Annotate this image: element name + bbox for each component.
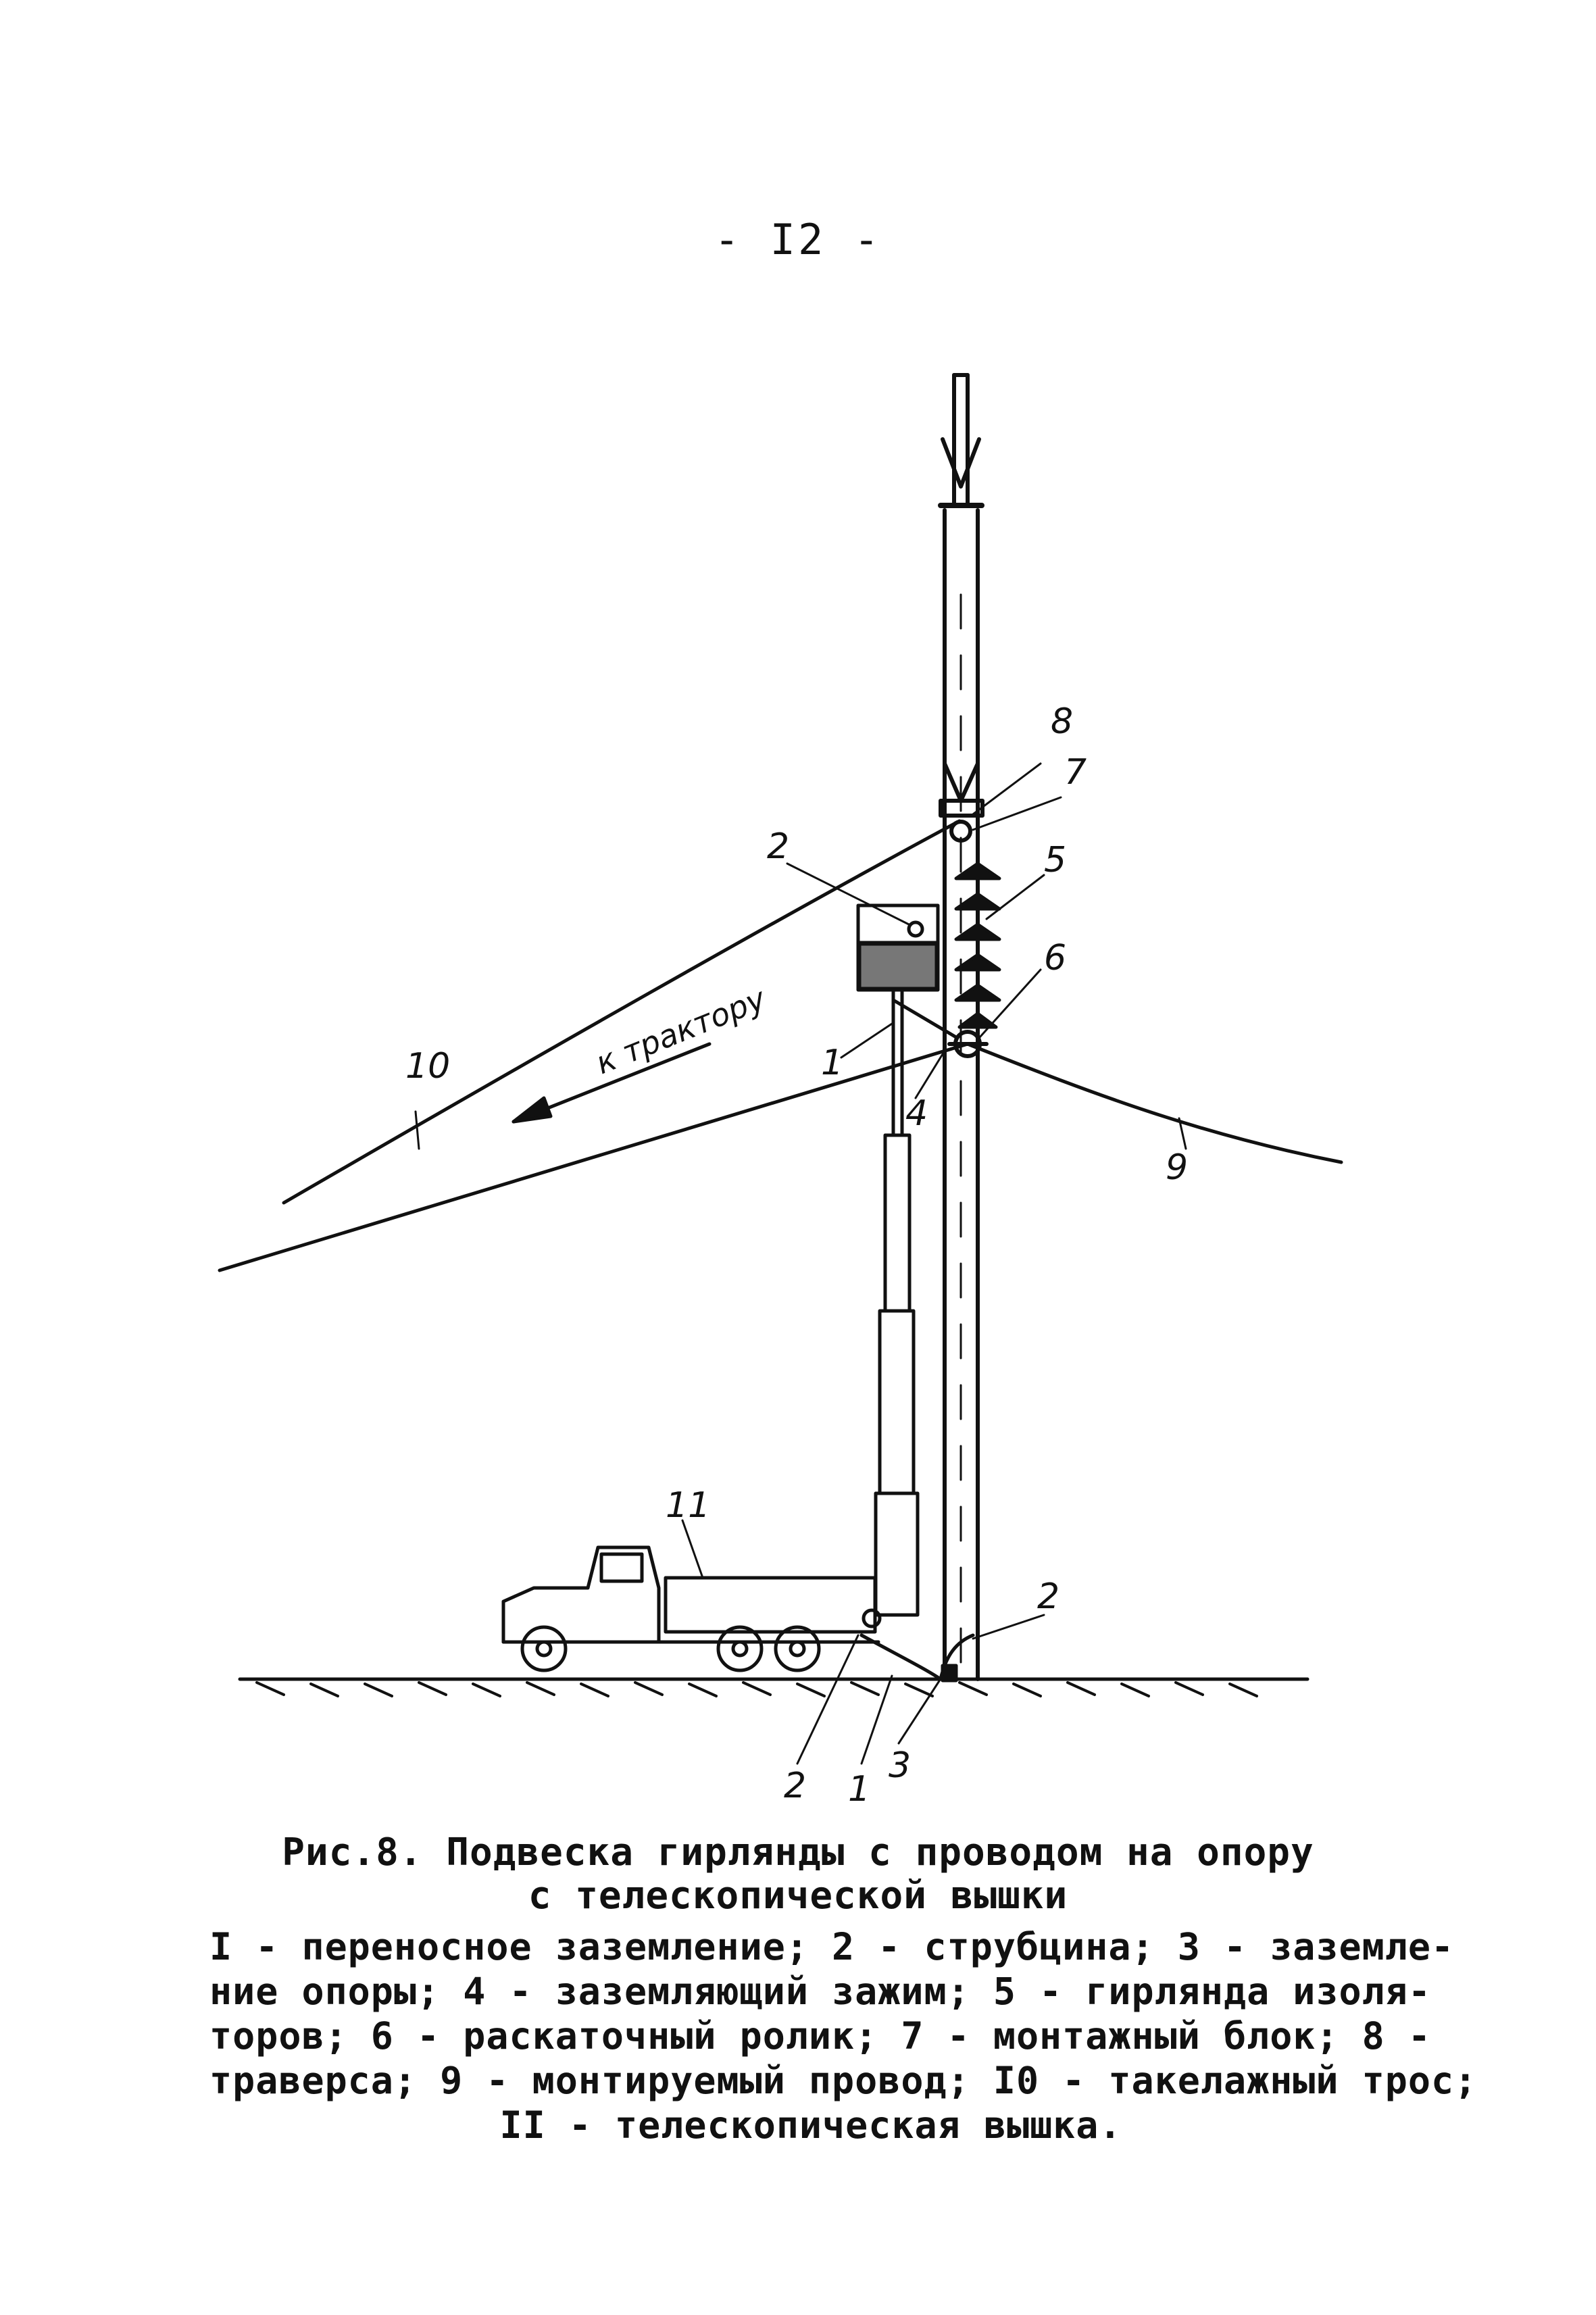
label-9: 9 [1166, 1147, 1189, 1188]
label-4: 4 [905, 1093, 928, 1134]
insulator-string [956, 838, 999, 1034]
caption-line-1: Рис.8. Подвеска гирлянды с проводом на опору [282, 1831, 1314, 1874]
label-to-tractor: к трактору [590, 980, 771, 1082]
rigging-rope [284, 821, 959, 1203]
legend-line: I - переносное заземление; 2 - струбцина; 3 - заземле- [209, 1925, 1455, 1968]
label-11: 11 [666, 1485, 711, 1526]
label-6: 6 [1044, 938, 1067, 978]
leader-lines [416, 764, 1189, 1764]
label-2-pole: 2 [1037, 1576, 1060, 1617]
label-2-ground: 2 [784, 1766, 807, 1806]
legend-line: ние опоры; 4 - заземляющий зажим; 5 - гирлянда изоля- [209, 1970, 1431, 2013]
label-3-ground: 3 [889, 1745, 912, 1786]
legend-line: торов; 6 - раскаточный ролик; 7 - монтажный блок; 8 - [209, 2014, 1431, 2058]
label-7: 7 [1064, 752, 1087, 793]
legend-line: траверса; 9 - монтируемый провод; I0 - такелажный трос; [209, 2059, 1478, 2102]
ground [240, 1679, 1307, 1696]
label-2-top: 2 [767, 826, 790, 867]
label-1-top: 1 [821, 1043, 844, 1083]
caption-line-2: с телескопической вышки [528, 1874, 1068, 1918]
figure-caption [0, 1831, 1596, 1918]
label-8: 8 [1051, 701, 1074, 742]
truck [503, 1547, 880, 1670]
legend-line: II - телескопическая вышка. [499, 2104, 1122, 2147]
figure-legend [209, 1924, 1478, 2147]
page-number: - I2 - [714, 215, 882, 264]
label-5: 5 [1044, 840, 1067, 880]
label-1-ground: 1 [848, 1769, 871, 1810]
label-10: 10 [405, 1046, 451, 1087]
